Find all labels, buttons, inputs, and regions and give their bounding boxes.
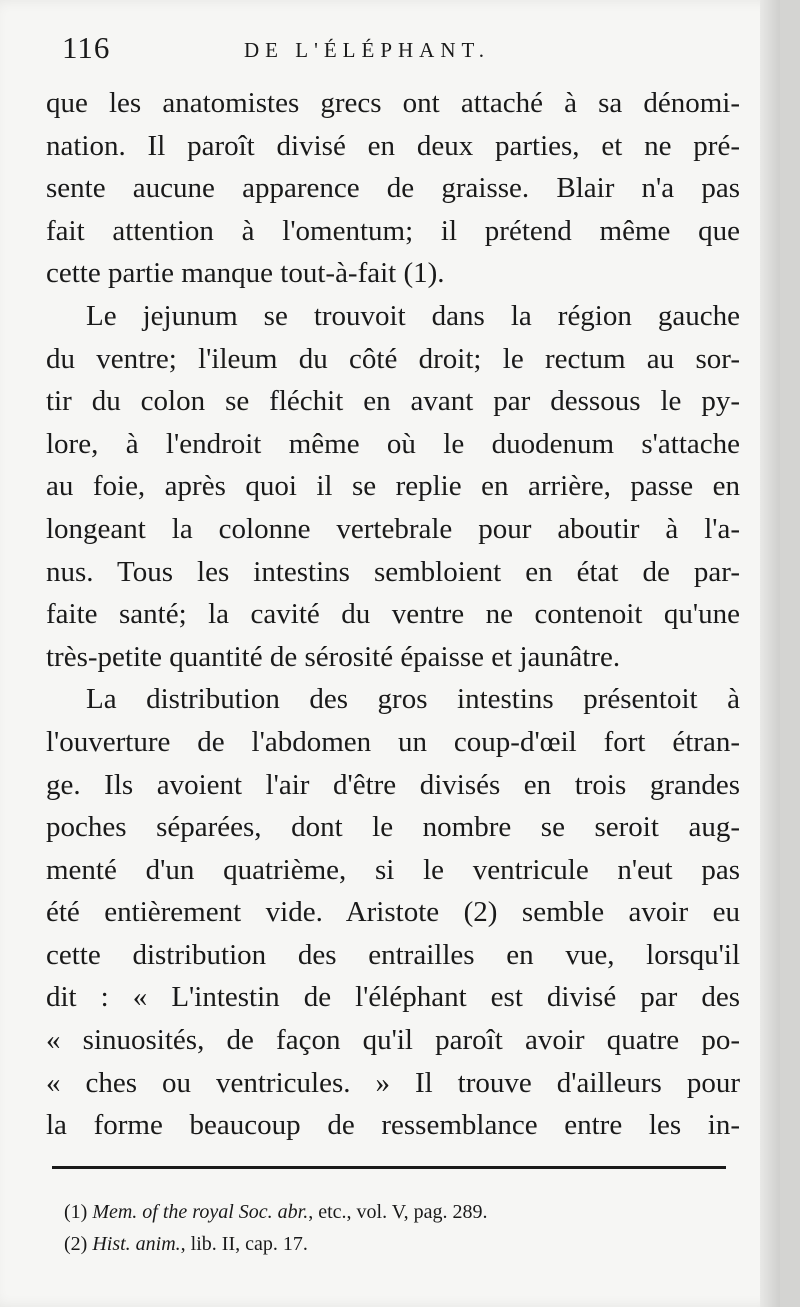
footnote (64, 1196, 704, 1228)
footnote-marker: (2) (64, 1233, 88, 1255)
text-line: faite santé; la cavité du ventre ne contenoit qu'une (46, 598, 740, 631)
footnote-rule (52, 1166, 726, 1169)
body-text (46, 82, 740, 1147)
text-line: été entièrement vide. Aristote (2) semble avoir eu (46, 896, 740, 929)
text-line: au foie, après quoi il se replie en arrière, passe en (46, 470, 740, 503)
text-line: sente aucune apparence de graisse. Blair n'a pas (46, 172, 740, 205)
text-line: l'ouverture de l'abdomen un coup-d'œil fort étran- (46, 725, 740, 758)
text-line: cette partie manque tout-à-fait (1). (46, 257, 445, 290)
footnote-source: Mem. of the royal Soc. abr. (92, 1201, 309, 1223)
text-line: longeant la colonne vertebrale pour aboutir à l'a- (46, 512, 740, 545)
page-edge-shadow (760, 0, 780, 1307)
text-line: lore, à l'endroit même où le duodenum s'attache (46, 427, 740, 460)
footnote-reference: , lib. II, cap. 17. (180, 1233, 308, 1255)
running-head: DE L'ÉLÉPHANT. (244, 38, 491, 62)
text-line: menté d'un quatrième, si le ventricule n'eut pas (46, 853, 740, 886)
footnote-marker: (1) (64, 1201, 88, 1223)
footnote (64, 1228, 704, 1260)
text-line: ge. Ils avoient l'air d'être divisés en trois grandes (46, 768, 740, 801)
text-line: cette distribution des entrailles en vue, lorsqu'il (46, 938, 740, 971)
text-line: Le jejunum se trouvoit dans la région gauche (86, 299, 740, 332)
text-line: tir du colon se fléchit en avant par dessous le py- (46, 385, 740, 418)
footnotes (64, 1196, 704, 1260)
footnote-reference: , etc., vol. V, pag. 289. (308, 1201, 488, 1223)
text-line: nation. Il paroît divisé en deux parties, et ne pré- (46, 129, 740, 162)
text-line: dit : « L'intestin de l'éléphant est divisé par des (46, 981, 740, 1014)
text-line: La distribution des gros intestins présentoit à (86, 683, 740, 716)
page-header (62, 30, 740, 78)
text-line: nus. Tous les intestins sembloient en état de par- (46, 555, 740, 588)
text-line: « sinuosités, de façon qu'il paroît avoir quatre po- (46, 1024, 740, 1057)
footnote-source: Hist. anim. (92, 1233, 181, 1255)
page-number: 116 (62, 30, 111, 65)
text-line: du ventre; l'ileum du côté droit; le rectum au sor- (46, 342, 740, 375)
text-line: « ches ou ventricules. » Il trouve d'ailleurs pour (46, 1066, 740, 1099)
text-line: fait attention à l'omentum; il prétend même que (46, 214, 740, 247)
text-line: très-petite quantité de sérosité épaisse et jaunâtre. (46, 640, 621, 673)
text-line: que les anatomistes grecs ont attaché à sa dénomi- (46, 87, 740, 119)
text-line: la forme beaucoup de ressemblance entre les in- (46, 1109, 740, 1142)
text-line: poches séparées, dont le nombre se seroit aug- (46, 811, 740, 844)
